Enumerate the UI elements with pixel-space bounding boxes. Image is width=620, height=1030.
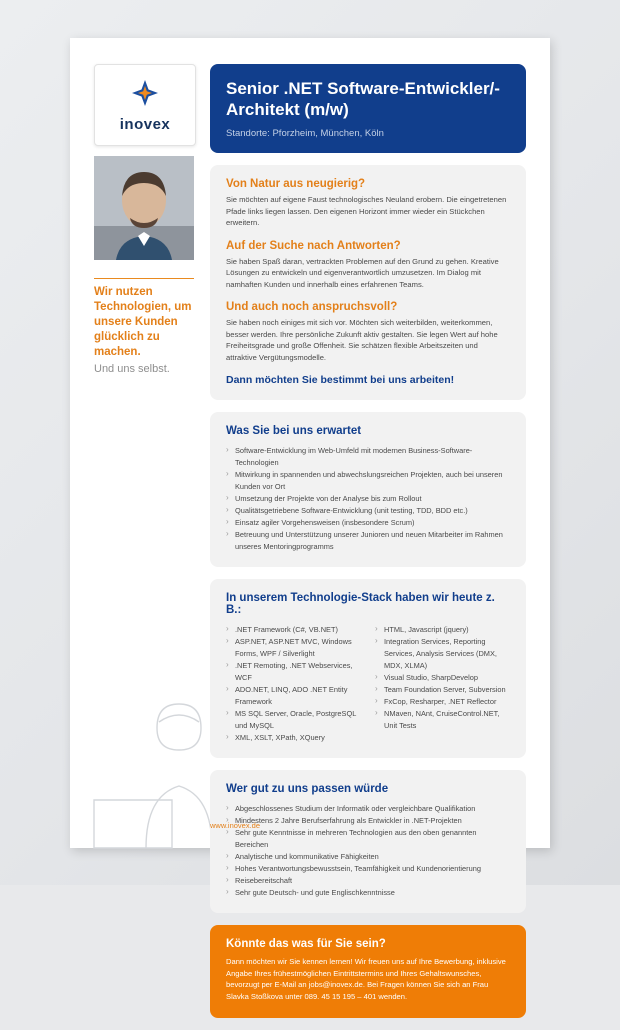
intro-call-to-action: Dann möchten Sie bestimmt bei uns arbeiten! (226, 374, 455, 386)
list-item: › Betreuung und Unterstützung unserer Junioren und neuen Mitarbeiter im Rahmen unseres Mentoringprogramms (226, 529, 510, 553)
intro-text-2: Sie haben Spaß daran, vertrackten Problemen auf den Grund zu gehen. Kreative Lösungen zu entwickeln und eigenverantwortlich umzusetzen. Im Dialog mit namhaften Kunden und innerhalb eines erfahrenen Teams. (226, 256, 499, 289)
contact-card (210, 925, 526, 1018)
list-item: › ASP.NET, ASP.NET MVC, Windows Forms, WPF / Silverlight (226, 636, 361, 660)
list-item: › HTML, Javascript (jquery) (375, 624, 510, 636)
list-item: › Software-Entwicklung im Web-Umfeld mit modernen Business-Software-Technologien (226, 445, 510, 469)
company-name: inovex (119, 115, 171, 133)
contact-heading: Könnte das was für Sie sein? (226, 938, 386, 950)
job-locations: Standorte: Pforzheim, München, Köln (226, 128, 384, 139)
page-title: Senior .NET Software-Entwickler/-Architekt (m/w) (226, 79, 500, 119)
expectations-card (210, 412, 526, 567)
pull-quote (94, 278, 194, 377)
expectations-heading: Was Sie bei uns erwartet (226, 425, 362, 437)
list-item: › Visual Studio, SharpDevelop (375, 672, 510, 684)
pull-quote-strong: Wir nutzen Technologien, um unsere Kunden glücklich zu machen. (94, 286, 192, 358)
profile-heading: Wer gut zu uns passen würde (226, 783, 389, 795)
list-item: › Qualitätsgetriebene Software-Entwicklung (unit testing, TDD, BDD etc.) (226, 505, 510, 517)
intro-card (210, 165, 526, 400)
list-item: › Mindestens 2 Jahre Berufserfahrung als Entwickler in .NET-Projekten (226, 815, 510, 827)
employee-photo (94, 156, 194, 260)
list-item: › .NET Framework (C#, VB.NET) (226, 624, 361, 636)
techstack-heading: In unserem Technologie-Stack haben wir heute z. B.: (226, 592, 495, 616)
intro-heading-1: Von Natur aus neugierig? (226, 178, 366, 190)
inovex-star-icon (130, 78, 160, 113)
content-column (210, 64, 526, 1030)
intro-heading-3: Und auch noch anspruchsvoll? (226, 301, 398, 313)
list-item: › Team Foundation Server, Subversion (375, 684, 510, 696)
list-item: › Integration Services, Reporting Services, Analysis Services (DMX, MDX, XLMA) (375, 636, 510, 672)
list-item: › Reisebereitschaft (226, 875, 510, 887)
pull-quote-light: Und uns selbst. (94, 363, 170, 375)
job-header-card (210, 64, 526, 153)
list-item: › Sehr gute Deutsch- und gute Englischkenntnisse (226, 887, 510, 899)
intro-text-3: Sie haben noch einiges mit sich vor. Möchten sich weiterbilden, weiterkommen, besser werden. Ihre persönliche Zukunft aktiv gestalten. Sie legen Wert auf hohe Freiheitsgrade und große Offenheit. Sie schätzen flexible Arbeitszeiten und attraktive Vergütungsmodelle. (226, 318, 498, 362)
list-item: › Umsetzung der Projekte von der Analyse bis zum Rollout (226, 493, 510, 505)
list-item: › FxCop, Resharper, .NET Reflector (375, 696, 510, 708)
job-ad-sheet (70, 38, 550, 1001)
list-item: › .NET Remoting, .NET Webservices, WCF (226, 660, 361, 684)
list-item: › Abgeschlossenes Studium der Informatik oder vergleichbare Qualifikation (226, 803, 510, 815)
profile-card (210, 770, 526, 913)
list-item: › NMaven, NAnt, CruiseControl.NET, Unit Tests (375, 708, 510, 732)
contact-text: Dann möchten wir Sie kennen lernen! Wir freuen uns auf Ihre Bewerbung, inklusive Angabe Ihres frühestmöglichen Eintrittstermins und Ihres Gehaltswunsches, bevorzugt per E-Mail an jobs@inovex.de. Bei Fragen können Sie sich an Frau Slavka Stoßkova unter 089. 45 15 195 – 401 wenden. (226, 957, 506, 1001)
list-item: › XML, XSLT, XPath, XQuery (226, 732, 361, 744)
list-item: › Sehr gute Kenntnisse in mehreren Technologien aus den oben genannten Bereichen (226, 827, 510, 851)
list-item: › MS SQL Server, Oracle, PostgreSQL und MySQL (226, 708, 361, 732)
techstack-list-right (375, 624, 510, 744)
list-item: › Einsatz agiler Vorgehensweisen (insbesondere Scrum) (226, 517, 510, 529)
techstack-list-left (226, 624, 361, 744)
list-item: › Hohes Verantwortungsbewusstsein, Teamfähigkeit und Kundenorientierung (226, 863, 510, 875)
profile-list (226, 803, 510, 899)
expectations-list (226, 445, 510, 553)
intro-text-1: Sie möchten auf eigene Faust technologisches Neuland erobern. Die eingetretenen Pfade links liegen lassen. Den eigenen Horizont immer wieder ein Stückchen erweitern. (226, 195, 507, 227)
company-logo (94, 64, 196, 146)
website-link[interactable]: www.inovex.de (210, 821, 261, 830)
list-item: › Analytische und kommunikative Fähigkeiten (226, 851, 510, 863)
techstack-card (210, 579, 526, 758)
list-item: › Mitwirkung in spannenden und abwechslungsreichen Projekten, auch bei unseren Kunden vor Ort (226, 469, 510, 493)
intro-heading-2: Auf der Suche nach Antworten? (226, 239, 401, 252)
list-item: › ADO.NET, LINQ, ADO .NET Entity Framework (226, 684, 361, 708)
